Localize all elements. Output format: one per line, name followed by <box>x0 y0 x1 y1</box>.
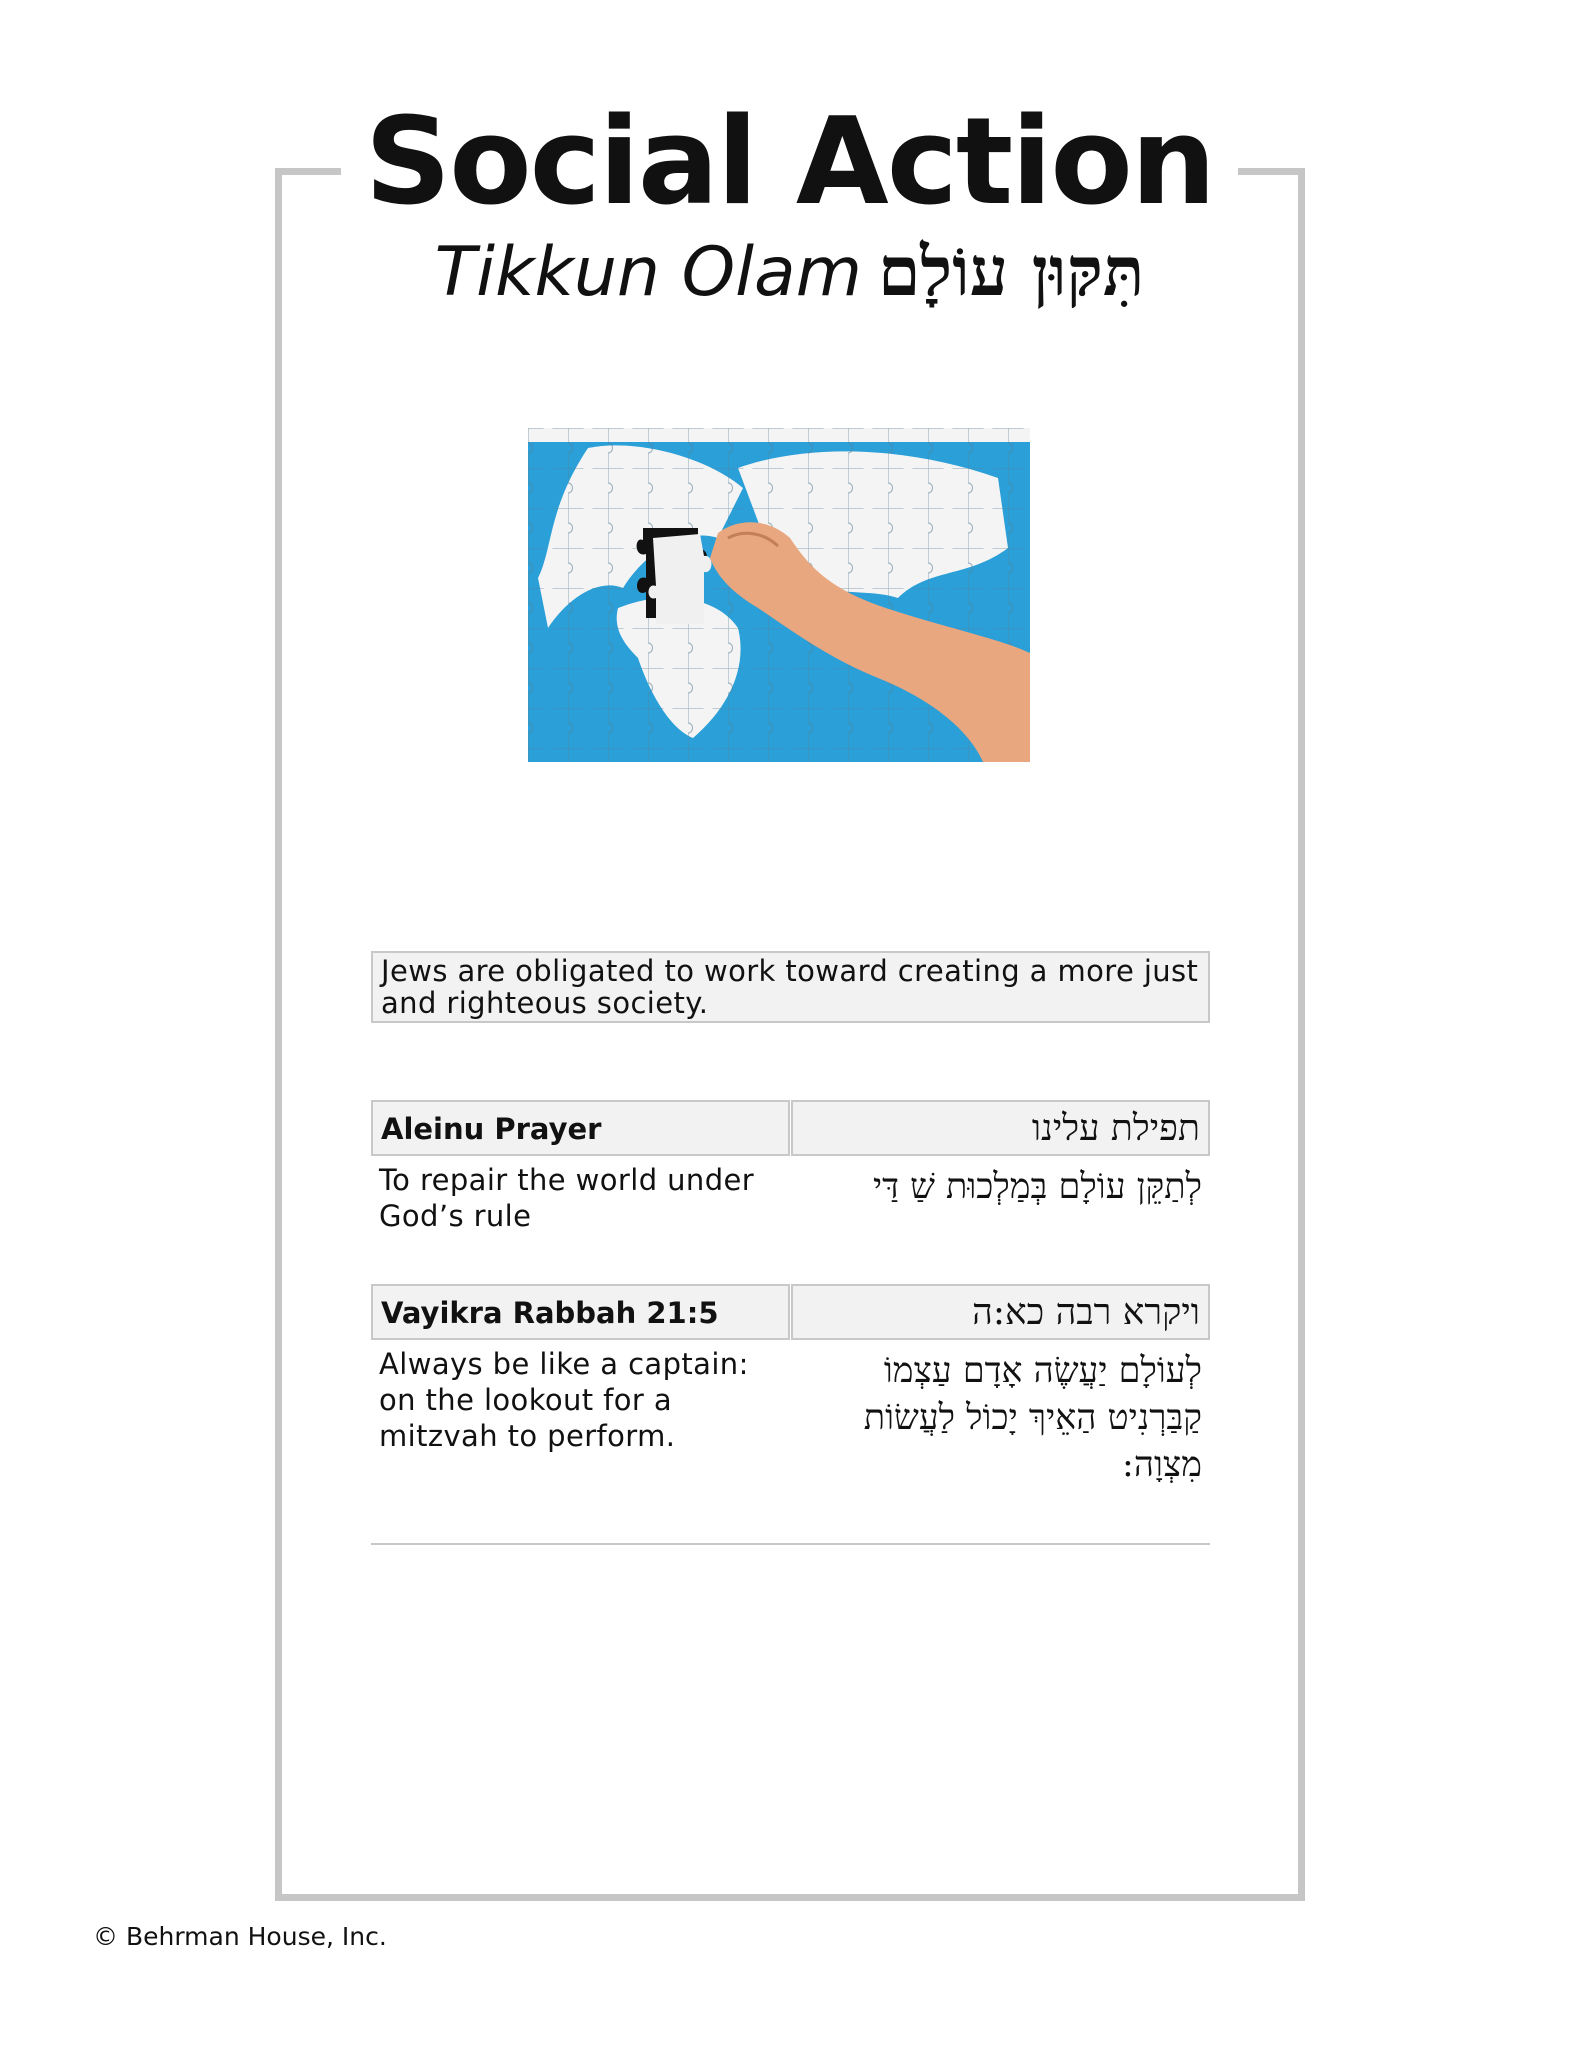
source-2-header-en <box>371 1284 790 1340</box>
page-subtitle <box>341 232 1238 313</box>
source-2-header-he <box>791 1284 1210 1340</box>
statement-box: Jews are obligated to work toward creating a more just and righteous society. <box>371 951 1210 1023</box>
source-1-header-en <box>371 1100 790 1156</box>
page-title: Social Action <box>364 93 1215 232</box>
frame-top-left-segment <box>275 168 341 175</box>
source-1-text-en: To repair the world under God’s rule <box>379 1163 755 1233</box>
source-2-text-en: Always be like a captain: on the lookout for a mitzvah to perform. <box>379 1347 749 1453</box>
source-2-text-he: לְעוֹלָם יַעֲשֶׂה אָדָם עַצְמוֹ קַבַּרְנִיט הַאֵיךְ יָכוֹל לַעֲשׂוֹת מִצְוָה: <box>863 1351 1202 1485</box>
frame-top-right-segment <box>1238 168 1305 175</box>
source-1-header-he <box>791 1100 1210 1156</box>
source-2-name-he: ויקרא רבה כא:ה <box>972 1292 1200 1333</box>
world-map-puzzle-photo <box>528 428 1030 762</box>
subtitle-hebrew: תִּקּוּן עוֹלָם <box>877 232 1145 312</box>
copyright-notice: © Behrman House, Inc. <box>93 1922 387 1951</box>
source-1-name-he: תפילת עלינו <box>1031 1108 1200 1149</box>
subtitle-latin: Tikkun Olam <box>434 233 862 312</box>
source-1-name-en: Aleinu Prayer <box>381 1112 602 1146</box>
section-divider <box>371 1543 1210 1545</box>
source-1-text-he: לְתַקֵּן עוֹלָם בְּמַלְכוּת שַׁ דַּי <box>872 1167 1202 1207</box>
source-2-name-en: Vayikra Rabbah 21:5 <box>381 1296 719 1330</box>
